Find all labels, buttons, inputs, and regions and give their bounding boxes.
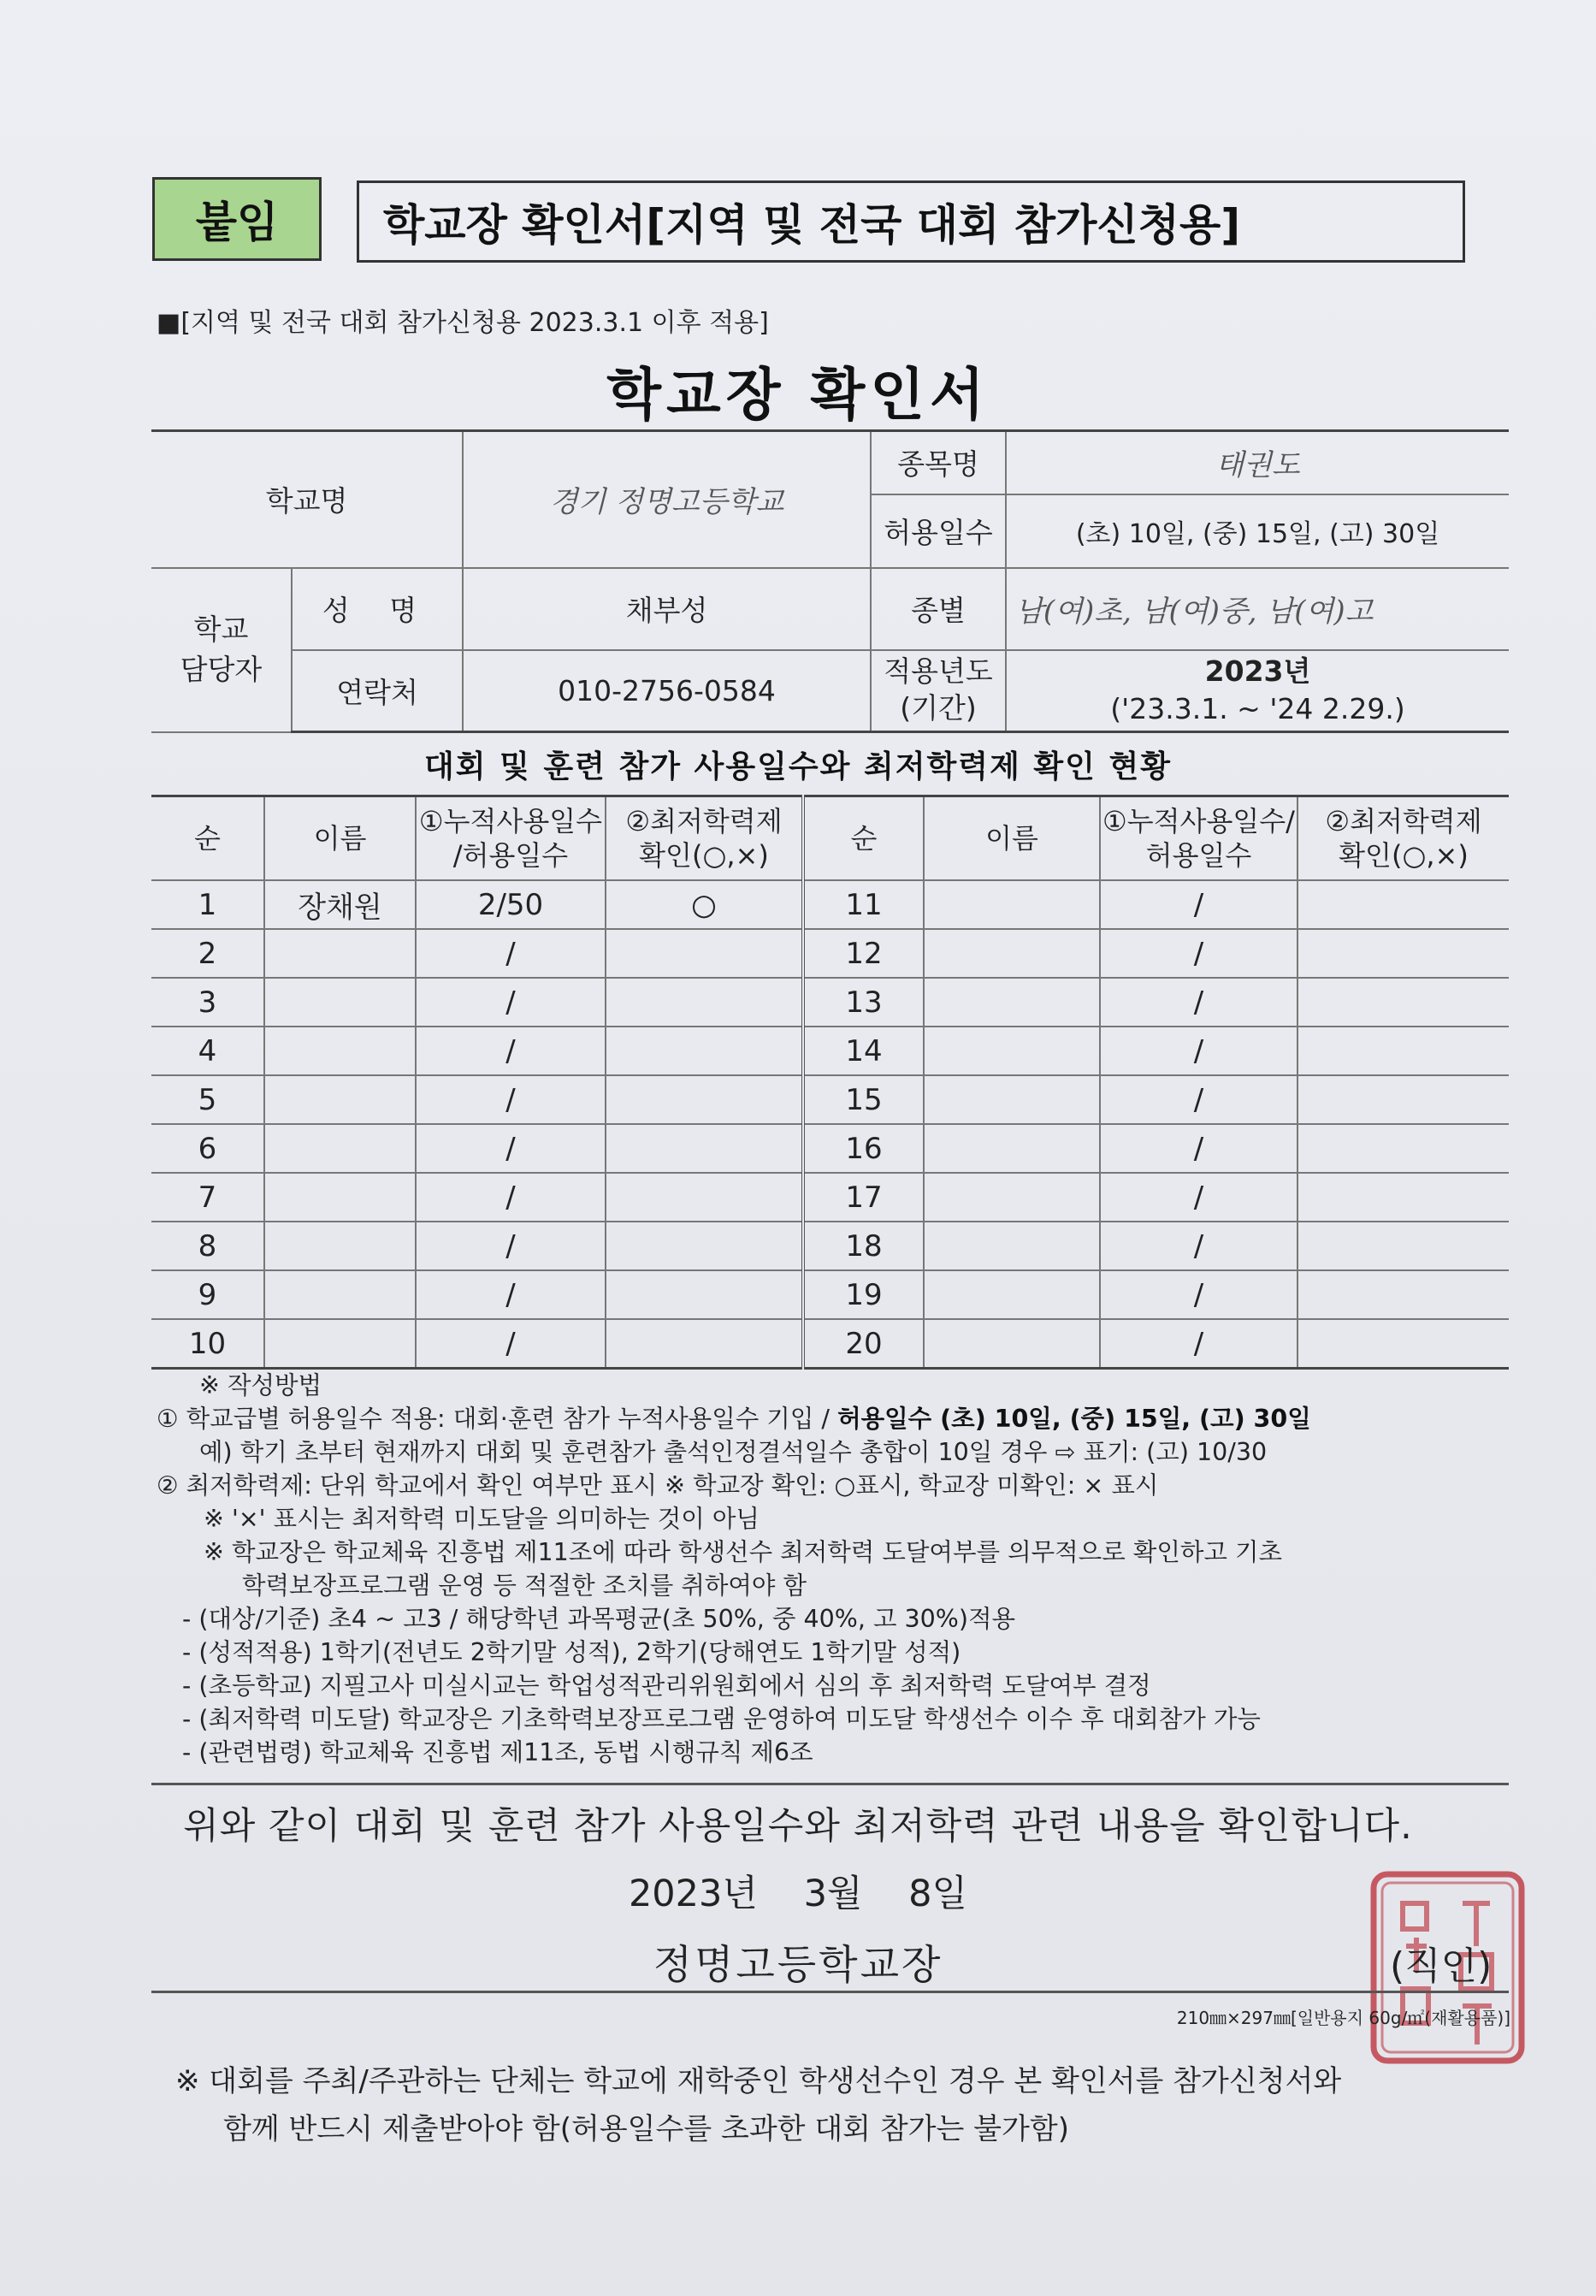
confirm-statement: 위와 같이 대회 및 훈련 참가 사용일수와 최저학력 관련 내용을 확인합니다. [183, 1805, 1413, 1848]
table-row [151, 1027, 1509, 1075]
row-days: / [1100, 1027, 1297, 1075]
row-days: / [1100, 1124, 1297, 1173]
row-days: / [1100, 1222, 1297, 1270]
row-name [264, 978, 416, 1027]
stamp-label: (직인) [1390, 1944, 1493, 1988]
row-no: 15 [803, 1075, 924, 1124]
row-check [1297, 1173, 1509, 1222]
row-name [264, 1319, 416, 1369]
row-name [924, 929, 1100, 978]
row-name [264, 1270, 416, 1319]
row-no: 2 [151, 929, 264, 978]
note-dash-5: - (관련법령) 학교체육 진흥법 제11조, 동법 시행규칙 제6조 [182, 1738, 813, 1766]
note-2: ② 최저학력제: 단위 학교에서 확인 여부만 표시 ※ 학교장 확인: ○표시, 학교장 미확인: × 표시 [157, 1471, 1159, 1500]
table-row [151, 929, 1509, 978]
row-no: 19 [803, 1270, 924, 1319]
row-name [924, 880, 1100, 929]
row-name [264, 1027, 416, 1075]
divider [151, 1991, 1509, 1993]
row-no: 5 [151, 1075, 264, 1124]
row-name [264, 1124, 416, 1173]
row-name: 장채원 [264, 880, 416, 929]
table-row [151, 978, 1509, 1027]
note-1-example: 예) 학기 초부터 현재까지 대회 및 훈련참가 출석인정결석일수 총합이 10일 경우 ⇨ 표기: (고) 10/30 [199, 1438, 1268, 1466]
name-value: 채부성 [463, 568, 871, 650]
row-check [1297, 1075, 1509, 1124]
row-no: 18 [803, 1222, 924, 1270]
row-check [606, 1270, 803, 1319]
row-no: 9 [151, 1270, 264, 1319]
school-label: 학교명 [151, 431, 463, 568]
row-name [924, 1027, 1100, 1075]
row-name [924, 978, 1100, 1027]
table-row [151, 1173, 1509, 1222]
row-name [264, 1075, 416, 1124]
note-2b: ※ 학교장은 학교체육 진흥법 제11조에 따라 학생선수 최저학력 도달여부를 의무적으로 확인하고 기초 [204, 1538, 1283, 1566]
note-dash-3: - (초등학교) 지필고사 미실시교는 학업성적관리위원회에서 심의 후 최저학력 도달여부 결정 [182, 1672, 1151, 1700]
footnote-line-1: ※ 대회를 주최/주관하는 단체는 학교에 재학중인 학생선수인 경우 본 확인서를 참가신청서와 [175, 2064, 1342, 2098]
row-check [1297, 1124, 1509, 1173]
row-name [924, 1222, 1100, 1270]
row-no: 10 [151, 1319, 264, 1369]
col-header-name-2: 이름 [924, 796, 1100, 881]
allowed-value: (초) 10일, (중) 15일, (고) 30일 [1006, 494, 1509, 568]
row-check [1297, 1027, 1509, 1075]
divider [151, 1783, 1509, 1785]
subtitle: ■[지역 및 전국 대회 참가신청용 2023.3.1 이후 적용] [157, 308, 769, 338]
principal-name: 정명고등학교장 [653, 1942, 943, 1989]
attachment-badge: 붙임 [152, 177, 322, 261]
page-title: 학교장 확인서 [606, 362, 990, 428]
row-days: / [1100, 1319, 1297, 1369]
col-header-days: ①누적사용일수 /허용일수 [416, 796, 606, 881]
note-2c: 학력보장프로그램 운영 등 적절한 조치를 취하여야 함 [242, 1571, 807, 1600]
category-label: 종별 [871, 568, 1006, 650]
col-header-check-2: ②최저학력제 확인(○,×) [1297, 796, 1509, 881]
row-days: / [416, 978, 606, 1027]
row-check [606, 1075, 803, 1124]
row-name [924, 1075, 1100, 1124]
notes-heading: ※ 작성방법 [199, 1371, 322, 1399]
row-days: / [416, 1270, 606, 1319]
row-name [264, 1173, 416, 1222]
row-no: 12 [803, 929, 924, 978]
header-title: 학교장 확인서[지역 및 전국 대회 참가신청용] [383, 200, 1241, 250]
row-no: 7 [151, 1173, 264, 1222]
row-days: 2/50 [416, 880, 606, 929]
note-2a: ※ '×' 표시는 최저학력 미도달을 의미하는 것이 아님 [204, 1505, 760, 1533]
row-check [606, 1124, 803, 1173]
row-days: / [416, 1222, 606, 1270]
row-days: / [1100, 1173, 1297, 1222]
year-label: 적용년도 (기간) [871, 650, 1006, 732]
col-header-name: 이름 [264, 796, 416, 881]
row-days: / [416, 1319, 606, 1369]
note-1-text: ① 학교급별 허용일수 적용: 대회·훈련 참가 누적사용일수 기입 / [157, 1405, 838, 1433]
row-check [606, 929, 803, 978]
row-check [1297, 880, 1509, 929]
row-check [1297, 1270, 1509, 1319]
sport-value: 태권도 [1006, 431, 1509, 494]
table-row [151, 1075, 1509, 1124]
footnote-line-2: 함께 반드시 제출받아야 함(허용일수를 초과한 대회 참가는 불가함) [223, 2112, 1069, 2146]
period-value: ('23.3.1. ~ '24 2.29.) [1110, 692, 1405, 726]
name-label: 성 명 [292, 568, 463, 650]
row-no: 20 [803, 1319, 924, 1369]
row-check [1297, 978, 1509, 1027]
row-check [1297, 929, 1509, 978]
school-value: 경기 정명고등학교 [463, 431, 871, 568]
table-row [151, 880, 1509, 929]
row-no: 16 [803, 1124, 924, 1173]
year-cell [1006, 650, 1509, 732]
writing-instructions [157, 1369, 1525, 1769]
col-header-check: ②최저학력제 확인(○,×) [606, 796, 803, 881]
footnote [175, 2057, 1510, 2153]
row-days: / [1100, 1270, 1297, 1319]
row-days: / [416, 1173, 606, 1222]
allowed-label: 허용일수 [871, 494, 1006, 568]
paper-spec: 210㎜×297㎜[일반용지 60g/㎡(재활용품)] [1176, 2008, 1510, 2028]
row-no: 8 [151, 1222, 264, 1270]
status-table [151, 795, 1509, 1370]
contact-value: 010-2756-0584 [463, 650, 871, 732]
table-row [151, 1270, 1509, 1319]
row-no: 6 [151, 1124, 264, 1173]
row-name [264, 929, 416, 978]
row-check [1297, 1319, 1509, 1369]
row-days: / [416, 1075, 606, 1124]
row-days: / [1100, 978, 1297, 1027]
col-header-days-2: ①누적사용일수/ 허용일수 [1100, 796, 1297, 881]
row-name [924, 1270, 1100, 1319]
year-value: 2023년 [1204, 654, 1311, 688]
header-title-box [357, 180, 1465, 263]
row-check [606, 1173, 803, 1222]
row-days: / [1100, 880, 1297, 929]
table-row [151, 1319, 1509, 1369]
table-row [151, 1222, 1509, 1270]
row-no: 3 [151, 978, 264, 1027]
note-dash-4: - (최저학력 미도달) 학교장은 기초학력보장프로그램 운영하여 미도달 학생선수 이수 후 대회참가 가능 [182, 1705, 1261, 1733]
table-row [151, 1124, 1509, 1173]
row-name [264, 1222, 416, 1270]
row-check [606, 1319, 803, 1369]
row-check [606, 1027, 803, 1075]
row-check [1297, 1222, 1509, 1270]
info-table [151, 429, 1509, 733]
row-check [606, 978, 803, 1027]
row-no: 4 [151, 1027, 264, 1075]
row-no: 14 [803, 1027, 924, 1075]
row-name [924, 1124, 1100, 1173]
note-1-bold: 허용일수 (초) 10일, (중) 15일, (고) 30일 [837, 1405, 1311, 1433]
row-check: ○ [606, 880, 803, 929]
row-days: / [416, 1027, 606, 1075]
row-no: 11 [803, 880, 924, 929]
row-name [924, 1319, 1100, 1369]
row-no: 1 [151, 880, 264, 929]
col-header-no: 순 [151, 796, 264, 881]
col-header-no-2: 순 [803, 796, 924, 881]
row-no: 13 [803, 978, 924, 1027]
issue-date: 2023년 3월 8일 [628, 1873, 968, 1915]
row-days: / [1100, 1075, 1297, 1124]
row-check [606, 1222, 803, 1270]
manager-label: 학교 담당자 [151, 568, 292, 732]
category-value: 남(여)초, 남(여)중, 남(여)고 [1006, 568, 1509, 650]
note-1 [157, 1402, 1525, 1435]
sport-label: 종목명 [871, 431, 1006, 494]
note-dash-2: - (성적적용) 1학기(전년도 2학기말 성적), 2학기(당해연도 1학기말 성적) [182, 1638, 961, 1666]
row-days: / [416, 929, 606, 978]
row-days: / [1100, 929, 1297, 978]
row-no: 17 [803, 1173, 924, 1222]
row-name [924, 1173, 1100, 1222]
contact-label: 연락처 [292, 650, 463, 732]
note-dash-1: - (대상/기준) 초4 ~ 고3 / 해당학년 과목평균(초 50%, 중 40%, 고 30%)적용 [182, 1605, 1016, 1633]
row-days: / [416, 1124, 606, 1173]
status-title: 대회 및 훈련 참가 사용일수와 최저학력제 확인 현황 [423, 749, 1173, 784]
